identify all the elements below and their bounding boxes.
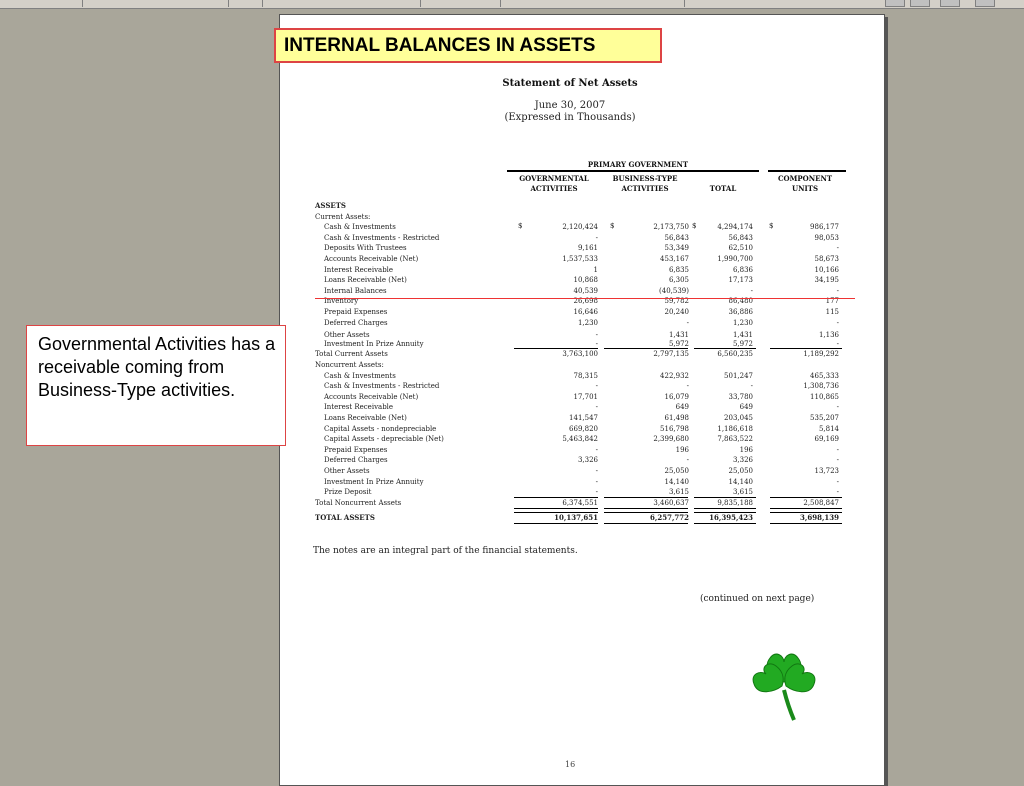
row-value: 6,374,551	[562, 498, 598, 507]
row-value: 36,886	[728, 308, 753, 316]
table-row	[315, 339, 855, 349]
row-value: 53,349	[664, 244, 689, 253]
row-value: 141,547	[569, 414, 598, 422]
row-value: 669,820	[569, 424, 598, 433]
row-value: -	[595, 467, 598, 475]
row-value: 3,698,139	[800, 512, 839, 522]
row-value: 14,140	[728, 477, 753, 486]
row-label: Cash & Investments	[324, 223, 396, 232]
table-row	[315, 318, 855, 328]
row-value: 115	[825, 308, 839, 316]
row-value: 465,333	[810, 371, 839, 380]
table-row	[315, 222, 855, 232]
row-value: 62,510	[728, 244, 753, 253]
highlight-line	[315, 298, 855, 299]
table-row	[315, 275, 855, 285]
row-label: Deferred Charges	[324, 456, 388, 465]
row-label: Inventory	[324, 297, 359, 306]
row-value: -	[836, 286, 839, 295]
row-value: -	[836, 403, 839, 412]
row-label: Noncurrent Assets:	[315, 361, 384, 369]
row-value: -	[750, 382, 753, 391]
row-value: 2,173,750	[653, 223, 689, 232]
toolbar-separator	[500, 0, 501, 7]
row-value: 16,646	[573, 308, 598, 316]
total-rule	[694, 523, 756, 524]
header-rule	[507, 170, 759, 172]
row-value: -	[750, 286, 753, 295]
total-rule	[604, 512, 688, 513]
table-row	[315, 233, 855, 243]
table-row	[315, 360, 855, 370]
table-row	[315, 466, 855, 476]
row-value: 5,972	[668, 339, 689, 348]
row-value: -	[836, 456, 839, 465]
toolbar-separator	[228, 0, 229, 7]
row-label: Accounts Receivable (Net)	[324, 255, 419, 263]
row-value: 453,167	[660, 255, 689, 263]
row-value: -	[836, 339, 839, 348]
statement-title: Statement of Net Assets	[502, 78, 638, 89]
dollar-sign: $	[518, 222, 523, 231]
viewer-toolbar	[0, 0, 1024, 9]
header-rule	[768, 170, 846, 172]
row-value: 7,863,522	[717, 435, 753, 444]
row-label: Prepaid Expenses	[324, 445, 388, 454]
row-value: 1,186,618	[717, 424, 753, 433]
row-value: 196	[739, 445, 753, 454]
total-rule	[770, 508, 842, 509]
table-row	[315, 424, 855, 434]
row-value: 110,865	[810, 392, 839, 401]
row-value: 2,508,847	[803, 498, 839, 507]
row-label: Current Assets:	[315, 212, 371, 221]
shamrock-icon	[748, 646, 820, 724]
row-value: 20,240	[664, 308, 689, 316]
col-header-business: BUSINESS-TYPE ACTIVITIES	[612, 174, 678, 193]
row-value: 3,615	[732, 488, 753, 497]
row-value: 56,843	[664, 233, 689, 242]
total-rule	[514, 497, 598, 498]
row-value: 13,723	[814, 467, 839, 475]
row-value: 1,230	[732, 318, 753, 327]
row-value: 98,053	[814, 233, 839, 242]
row-label: Capital Assets - depreciable (Net)	[324, 435, 444, 444]
row-label: Prepaid Expenses	[324, 308, 388, 316]
total-rule	[604, 523, 688, 524]
row-value: -	[836, 488, 839, 497]
row-value: 69,169	[814, 435, 839, 444]
total-rule	[770, 497, 842, 498]
continued-note: (continued on next page)	[700, 594, 815, 604]
row-value: 203,045	[724, 414, 753, 422]
row-value: 6,835	[668, 265, 689, 274]
row-value: 9,835,188	[717, 498, 753, 507]
row-label: Other Assets	[324, 467, 370, 475]
row-value: 5,814	[818, 424, 839, 433]
row-label: Loans Receivable (Net)	[324, 276, 407, 285]
row-value: 10,166	[814, 265, 839, 274]
row-value: 16,079	[664, 392, 689, 401]
row-label: ASSETS	[315, 201, 346, 210]
row-value: 6,257,772	[650, 512, 689, 522]
total-rule	[514, 348, 598, 349]
row-label: Investment In Prize Annuity	[324, 477, 424, 486]
row-label: Deposits With Trustees	[324, 244, 407, 253]
row-value: -	[686, 318, 689, 327]
toolbar-button[interactable]	[940, 0, 960, 7]
row-label: Total Noncurrent Assets	[315, 498, 402, 507]
row-value: 3,326	[577, 456, 598, 465]
statement-notes: The notes are an integral part of the financial statements.	[313, 546, 578, 556]
table-row	[315, 434, 855, 444]
row-value: 14,140	[664, 477, 689, 486]
row-value: -	[595, 382, 598, 391]
row-value: 1,230	[577, 318, 598, 327]
table-row	[315, 212, 855, 222]
dollar-sign: $	[610, 222, 615, 231]
row-value: 61,498	[664, 414, 689, 422]
row-value: 1,308,736	[803, 382, 839, 391]
total-rule	[694, 508, 756, 509]
col-header-governmental: GOVERNMENTAL ACTIVITIES	[519, 174, 589, 193]
total-rule	[604, 508, 688, 509]
table-row	[315, 498, 855, 508]
row-value: 5,972	[732, 339, 753, 348]
table-row	[315, 254, 855, 264]
toolbar-separator	[420, 0, 421, 7]
row-value: 33,780	[728, 392, 753, 401]
statement-units: (Expressed in Thousands)	[504, 112, 636, 123]
row-value: 58,673	[814, 255, 839, 263]
row-value: 1,189,292	[803, 350, 839, 359]
table-row	[315, 381, 855, 391]
row-label: Interest Receivable	[324, 403, 394, 412]
row-value: 56,843	[728, 233, 753, 242]
row-value: 1,431	[732, 331, 753, 340]
row-value: 196	[675, 445, 689, 454]
total-rule	[514, 512, 598, 513]
row-value: 78,315	[573, 371, 598, 380]
row-value: -	[686, 456, 689, 465]
row-label: Loans Receivable (Net)	[324, 414, 407, 422]
row-value: 10,137,651	[554, 512, 598, 522]
page-number: 16	[565, 760, 576, 769]
table-row	[315, 201, 855, 211]
table-row	[315, 349, 855, 359]
table-row	[315, 487, 855, 497]
toolbar-button[interactable]	[910, 0, 930, 7]
row-value: -	[595, 488, 598, 497]
toolbar-separator	[262, 0, 263, 7]
toolbar-button[interactable]	[975, 0, 995, 7]
table-row	[315, 265, 855, 275]
row-value: 34,195	[814, 276, 839, 285]
row-value: 3,460,637	[653, 498, 689, 507]
table-row	[315, 477, 855, 487]
row-value: -	[595, 403, 598, 412]
total-rule	[514, 508, 598, 509]
row-value: -	[836, 477, 839, 486]
row-value: 4,294,174	[717, 223, 753, 232]
statement-date: June 30, 2007	[534, 100, 606, 111]
total-rule	[770, 512, 842, 513]
row-value: 3,615	[668, 488, 689, 497]
table-row	[315, 286, 855, 296]
toolbar-separator	[684, 0, 685, 7]
row-value: 59,782	[664, 297, 689, 306]
table-row	[315, 445, 855, 455]
dollar-sign: $	[692, 222, 697, 231]
row-value: 649	[739, 403, 753, 412]
toolbar-separator	[82, 0, 83, 7]
row-label: Other Assets	[324, 331, 370, 340]
row-value: 986,177	[810, 223, 839, 232]
row-value: 9,161	[577, 244, 598, 253]
row-value: 1,431	[668, 331, 689, 340]
table-row	[315, 392, 855, 402]
row-value: -	[595, 331, 598, 340]
row-value: 1,537,533	[562, 255, 598, 263]
toolbar-button[interactable]	[885, 0, 905, 7]
row-value: -	[595, 233, 598, 242]
row-value: 1	[593, 265, 598, 274]
row-value: 6,836	[732, 265, 753, 274]
total-rule	[604, 348, 688, 349]
row-label: Prize Deposit	[324, 488, 372, 497]
row-value: 17,701	[573, 392, 598, 401]
row-label: Capital Assets - nondepreciable	[324, 424, 437, 433]
row-value: 10,868	[573, 276, 598, 285]
row-label: Deferred Charges	[324, 318, 388, 327]
row-value: 25,050	[664, 467, 689, 475]
row-value: 2,797,135	[653, 350, 689, 359]
col-header-component: COMPONENT UNITS	[777, 174, 833, 193]
col-header-total: TOTAL	[709, 184, 737, 193]
total-rule	[604, 497, 688, 498]
row-value: 516,798	[660, 424, 689, 433]
row-value: -	[595, 477, 598, 486]
dollar-sign: $	[769, 222, 774, 231]
row-value: 1,990,700	[717, 255, 753, 263]
total-rule	[770, 348, 842, 349]
row-label: Cash & Investments - Restricted	[324, 233, 440, 242]
table-row	[315, 413, 855, 423]
table-row	[315, 513, 855, 523]
row-value: 25,050	[728, 467, 753, 475]
row-label: Accounts Receivable (Net)	[324, 392, 419, 401]
row-value: -	[595, 339, 598, 348]
row-label: Interest Receivable	[324, 265, 394, 274]
row-value: 177	[825, 297, 839, 306]
row-label: Total Current Assets	[315, 350, 388, 359]
row-value: 3,326	[732, 456, 753, 465]
row-value: 6,305	[668, 276, 689, 285]
row-value: -	[686, 382, 689, 391]
row-label: Cash & Investments - Restricted	[324, 382, 440, 391]
table-row	[315, 455, 855, 465]
row-value: 17,173	[728, 276, 753, 285]
row-value: (40,539)	[659, 286, 689, 295]
group-header: PRIMARY GOVERNMENT	[587, 160, 689, 169]
row-value: -	[836, 244, 839, 253]
row-value: 40,539	[573, 286, 598, 295]
row-value: 649	[675, 403, 689, 412]
row-value: 501,247	[724, 371, 753, 380]
total-rule	[514, 523, 598, 524]
table-row	[315, 243, 855, 253]
row-value: 5,463,842	[562, 435, 598, 444]
row-label: TOTAL ASSETS	[315, 512, 375, 522]
row-value: 6,560,235	[717, 350, 753, 359]
row-label: Investment In Prize Annuity	[324, 339, 424, 348]
row-value: 3,763,100	[562, 350, 598, 359]
row-value: 1,136	[818, 331, 839, 340]
total-rule	[770, 523, 842, 524]
row-value: 2,399,680	[653, 435, 689, 444]
row-value: -	[836, 318, 839, 327]
total-rule	[694, 497, 756, 498]
callout-note: Governmental Activities has a receivable coming from Business-Type activities.	[26, 325, 286, 446]
table-row	[315, 371, 855, 381]
table-row	[315, 307, 855, 317]
table-row	[315, 402, 855, 412]
row-value: -	[836, 445, 839, 454]
row-value: 535,207	[810, 414, 839, 422]
row-label: Cash & Investments	[324, 371, 396, 380]
row-value: 86,480	[728, 297, 753, 306]
row-value: 26,698	[573, 297, 598, 306]
row-value: 422,932	[660, 371, 689, 380]
row-value: 2,120,424	[562, 223, 598, 232]
total-rule	[694, 512, 756, 513]
slide-title: INTERNAL BALANCES IN ASSETS	[274, 28, 662, 63]
row-value: -	[595, 445, 598, 454]
total-rule	[694, 348, 756, 349]
row-value: 16,395,423	[709, 512, 753, 522]
row-label: Internal Balances	[324, 286, 387, 295]
